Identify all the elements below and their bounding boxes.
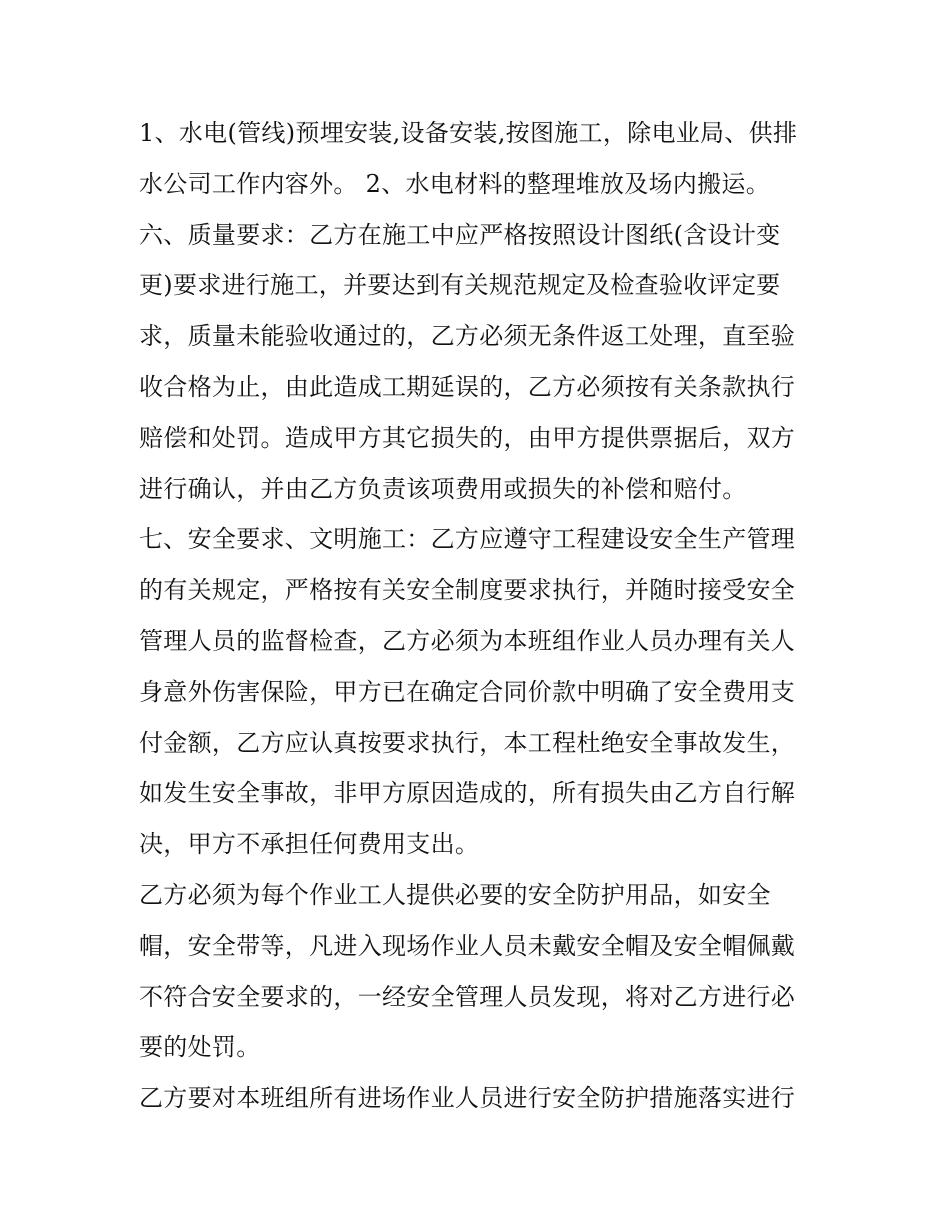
text-line: 不符合安全要求的，一经安全管理人员发现，将对乙方进行必 xyxy=(139,982,796,1011)
text-line: 1、水电(管线)预埋安装,设备安装,按图施工，除电业局、供排 xyxy=(139,119,798,147)
text-line: 赔偿和处罚。造成甲方其它损失的，由甲方提供票据后，双方 xyxy=(139,423,796,452)
text-line: 管理人员的监督检查，乙方必须为本班组作业人员办理有关人 xyxy=(139,626,796,655)
text-line: 水公司工作内容外。 2、水电材料的整理堆放及场内搬运。 xyxy=(139,169,770,198)
document-body xyxy=(139,108,829,1124)
text-line: 七、安全要求、文明施工：乙方应遵守工程建设安全生产管理 xyxy=(139,525,796,554)
text-line: 进行确认，并由乙方负责该项费用或损失的补偿和赔付。 xyxy=(139,474,747,503)
text-line: 身意外伤害保险，甲方已在确定合同价款中明确了安全费用支 xyxy=(139,677,796,706)
text-line: 要的处罚。 xyxy=(139,1033,261,1062)
text-line: 六、质量要求：乙方在施工中应严格按照设计图纸(含设计变 xyxy=(139,220,781,249)
text-line: 乙方必须为每个作业工人提供必要的安全防护用品，如安全 xyxy=(139,880,771,909)
text-line: 更)要求进行施工，并要达到有关规范规定及检查验收评定要 xyxy=(139,271,781,300)
text-line: 乙方要对本班组所有进场作业人员进行安全防护措施落实进行 xyxy=(139,1084,796,1113)
text-line: 决，甲方不承担任何费用支出。 xyxy=(139,830,480,859)
text-line: 求，质量未能验收通过的，乙方必须无条件返工处理，直至验 xyxy=(139,322,796,351)
text-line: 帽，安全带等，凡进入现场作业人员未戴安全帽及安全帽佩戴 xyxy=(139,931,796,960)
text-line: 如发生安全事故，非甲方原因造成的，所有损失由乙方自行解 xyxy=(139,779,796,808)
text-line: 付金额，乙方应认真按要求执行，本工程杜绝安全事故发生， xyxy=(139,728,796,757)
text-line: 收合格为止，由此造成工期延误的，乙方必须按有关条款执行 xyxy=(139,372,796,401)
text-line: 的有关规定，严格按有关安全制度要求执行，并随时接受安全 xyxy=(139,576,796,605)
